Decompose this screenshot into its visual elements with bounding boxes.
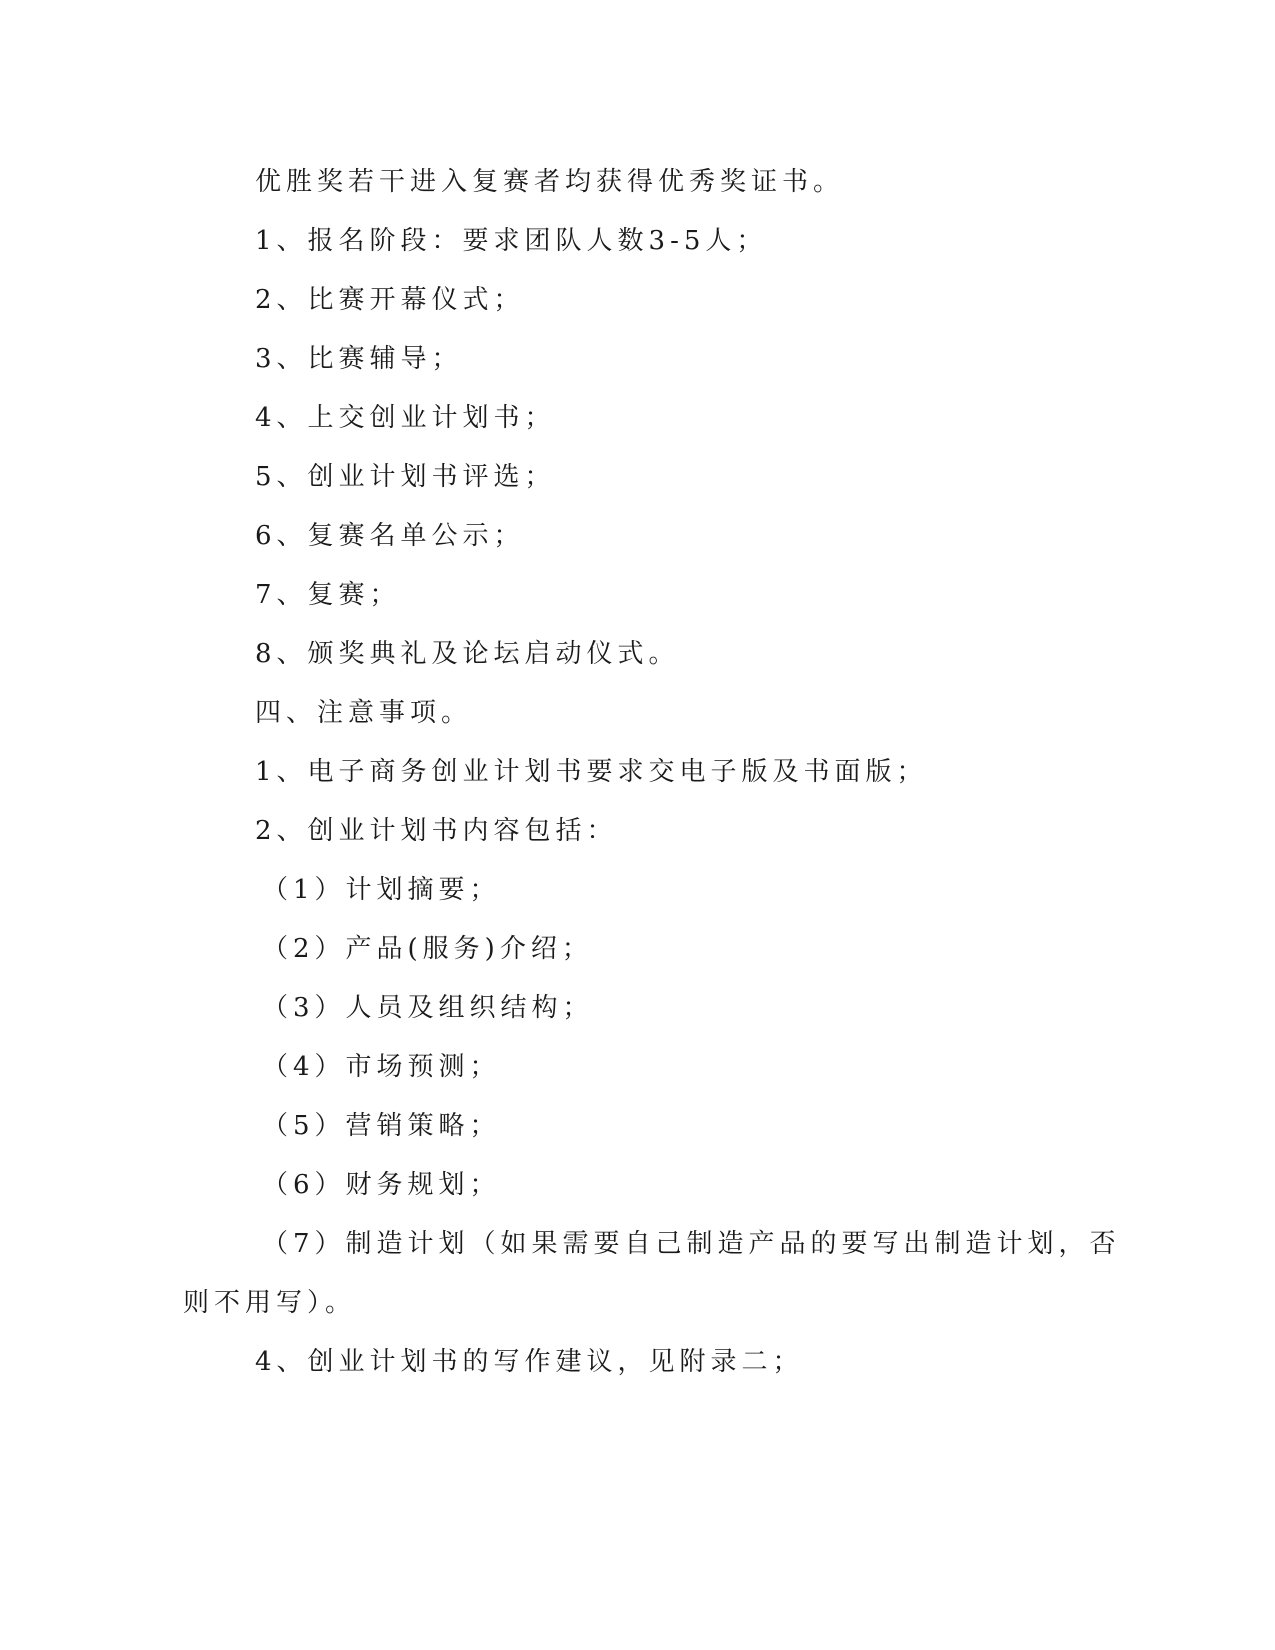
text-line-note-1: 1、电子商务创业计划书要求交电子版及书面版；: [255, 757, 928, 787]
list-item-personnel: （3）人员及组织结构；: [262, 993, 594, 1023]
text-line-note-4: 4、创业计划书的写作建议，见附录二；: [255, 1347, 804, 1377]
text-line-step-6: 6、复赛名单公示；: [255, 521, 525, 551]
list-item-market-forecast: （4）市场预测；: [262, 1052, 501, 1082]
list-item-manufacturing: （7）制造计划（如果需要自己制造产品的要写出制造计划，否: [262, 1229, 1121, 1259]
text-line-manufacturing-cont: 则不用写）。: [183, 1288, 357, 1318]
text-line-award-note: 优胜奖若干进入复赛者均获得优秀奖证书。: [255, 167, 845, 197]
text-line-step-7: 7、复赛；: [255, 580, 401, 610]
list-item-finance: （6）财务规划；: [262, 1170, 501, 1200]
text-line-step-5: 5、创业计划书评选；: [255, 462, 556, 492]
section-heading-notes: 四、注意事项。: [255, 698, 473, 728]
list-item-product-intro: （2）产品(服务)介绍；: [262, 934, 593, 964]
list-item-marketing: （5）营销策略；: [262, 1111, 501, 1141]
text-line-note-2: 2、创业计划书内容包括：: [255, 816, 618, 846]
text-line-step-3: 3、比赛辅导；: [255, 344, 463, 374]
text-line-step-8: 8、颁奖典礼及论坛启动仪式。: [255, 639, 680, 669]
text-line-step-4: 4、上交创业计划书；: [255, 403, 556, 433]
text-line-step-1: 1、报名阶段：要求团队人数3-5人；: [255, 226, 768, 256]
list-item-plan-summary: （1）计划摘要；: [262, 875, 501, 905]
text-line-step-2: 2、比赛开幕仪式；: [255, 285, 525, 315]
